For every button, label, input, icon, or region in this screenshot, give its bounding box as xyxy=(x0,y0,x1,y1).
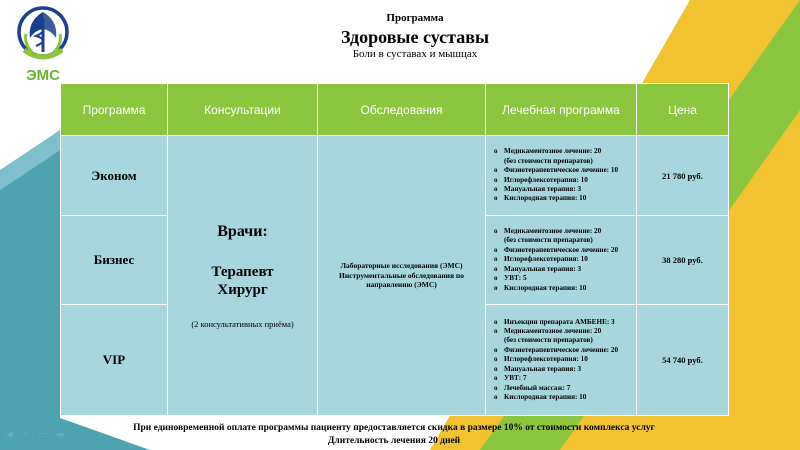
list-item: o Физиотерапевтическое лечение: 10 xyxy=(494,166,619,175)
list-item: o Физиотерапевтическое лечение: 20 xyxy=(494,245,619,254)
table-row-econom xyxy=(61,136,729,216)
list-item: o Мануальная терапия: 3 xyxy=(494,264,582,273)
page-title: Здоровые суставы xyxy=(340,27,489,47)
slide-header xyxy=(250,12,580,61)
list-item: o Медикаментозное лечение: 20 xyxy=(494,327,602,336)
price-econom: 21 780 руб. xyxy=(637,136,729,216)
circle-bullet-icon: o xyxy=(494,184,498,193)
circle-bullet-icon: o xyxy=(494,283,498,292)
circle-bullet-icon: o xyxy=(494,147,498,156)
list-item: o Медикаментозное лечение: 20 xyxy=(494,227,602,236)
treatment-cell-vip xyxy=(486,305,637,416)
column-header-program: Программа xyxy=(61,84,168,136)
list-item: o Мануальная терапия: 3 xyxy=(494,184,582,193)
list-item: (без стоимости препаратов) xyxy=(504,156,593,165)
list-item: o Инъекции препарата АМБЕНЕ: 3 xyxy=(494,317,615,326)
pen-icon[interactable]: ✎ xyxy=(21,430,30,440)
list-item: o Мануальная терапия: 3 xyxy=(494,364,582,373)
list-item: o Медикаментозное лечение: 20 xyxy=(494,147,602,156)
list-item: o УВТ: 5 xyxy=(494,274,527,283)
medical-caduceus-icon xyxy=(14,4,72,66)
treatment-list xyxy=(494,147,632,203)
column-header-consultations: Консультации xyxy=(168,84,318,136)
circle-bullet-icon: o xyxy=(494,317,498,326)
pre-title: Программа xyxy=(386,12,444,24)
table-header-row xyxy=(61,84,729,136)
list-item: o Иглорефлексотерапия: 10 xyxy=(494,175,588,184)
circle-bullet-icon: o xyxy=(494,175,498,184)
consultations-note: (2 консультативных приёма) xyxy=(191,318,294,329)
consultations-cell xyxy=(168,136,318,416)
logo-text: ЭМС xyxy=(26,67,60,84)
circle-bullet-icon: o xyxy=(494,274,498,283)
page-subtitle: Боли в суставах и мышцах xyxy=(352,48,478,60)
exam-instrumental: Инструментальные обследования по направлению (ЭМС) xyxy=(339,270,464,290)
slides-icon[interactable]: ▭ xyxy=(38,430,47,440)
slideshow-toolbar xyxy=(6,430,65,440)
circle-bullet-icon: o xyxy=(494,355,498,364)
tier-econom: Эконом xyxy=(61,136,168,216)
circle-bullet-icon: o xyxy=(494,327,498,336)
ems-logo xyxy=(14,4,72,84)
list-item: o Кислородная терапия: 10 xyxy=(494,283,587,292)
doctors-label: Врачи: xyxy=(217,222,268,240)
circle-bullet-icon: o xyxy=(494,194,498,203)
price-business: 38 280 руб. xyxy=(637,216,729,305)
discount-note: При единовременной оплате программы пациенту предоставляется скидка в размере 10% от стоимости комплекса услуг xyxy=(133,423,655,433)
circle-bullet-icon: o xyxy=(494,227,498,236)
treatment-list xyxy=(494,227,632,293)
list-item: o Лечебный массаж: 7 xyxy=(494,383,571,392)
doctor-surgeon: Хирург xyxy=(217,281,268,298)
list-item: o Кислородная терапия: 10 xyxy=(494,392,587,401)
treatment-cell-business xyxy=(486,216,637,305)
doctor-therapist: Терапевт xyxy=(211,263,274,280)
exam-lab: Лабораторные исследования (ЭМС) xyxy=(340,261,463,271)
list-item: o Физиотерапевтическое лечение: 20 xyxy=(494,345,619,354)
list-item: o Иглорефлексотерапия: 10 xyxy=(494,355,588,364)
circle-bullet-icon: o xyxy=(494,383,498,392)
circle-bullet-icon: o xyxy=(494,345,498,354)
list-item: o УВТ: 7 xyxy=(494,374,527,383)
menu-icon[interactable]: ▬ xyxy=(55,430,65,440)
circle-bullet-icon: o xyxy=(494,245,498,254)
list-item: o Иглорефлексотерапия: 10 xyxy=(494,255,588,264)
column-header-examinations: Обследования xyxy=(318,84,486,136)
examinations-cell xyxy=(318,136,486,416)
circle-bullet-icon: o xyxy=(494,255,498,264)
list-item: (без стоимости препаратов) xyxy=(504,336,593,345)
slide-footer xyxy=(60,422,728,448)
circle-bullet-icon: o xyxy=(494,166,498,175)
previous-icon[interactable]: ◀ xyxy=(6,430,13,440)
circle-bullet-icon: o xyxy=(494,374,498,383)
treatment-cell-econom xyxy=(486,136,637,216)
circle-bullet-icon: o xyxy=(494,364,498,373)
column-header-price: Цена xyxy=(637,84,729,136)
tier-business: Бизнес xyxy=(61,216,168,305)
list-item: (без стоимости препаратов) xyxy=(504,236,593,245)
list-item: o Кислородная терапия: 10 xyxy=(494,194,587,203)
treatment-list xyxy=(494,318,632,403)
column-header-treatment: Лечебная программа xyxy=(486,84,637,136)
tier-vip: VIP xyxy=(61,305,168,416)
price-vip: 54 740 руб. xyxy=(637,305,729,416)
duration-note: Длительность лечения 20 дней xyxy=(327,436,461,446)
circle-bullet-icon: o xyxy=(494,392,498,401)
program-table xyxy=(60,83,729,416)
circle-bullet-icon: o xyxy=(494,264,498,273)
